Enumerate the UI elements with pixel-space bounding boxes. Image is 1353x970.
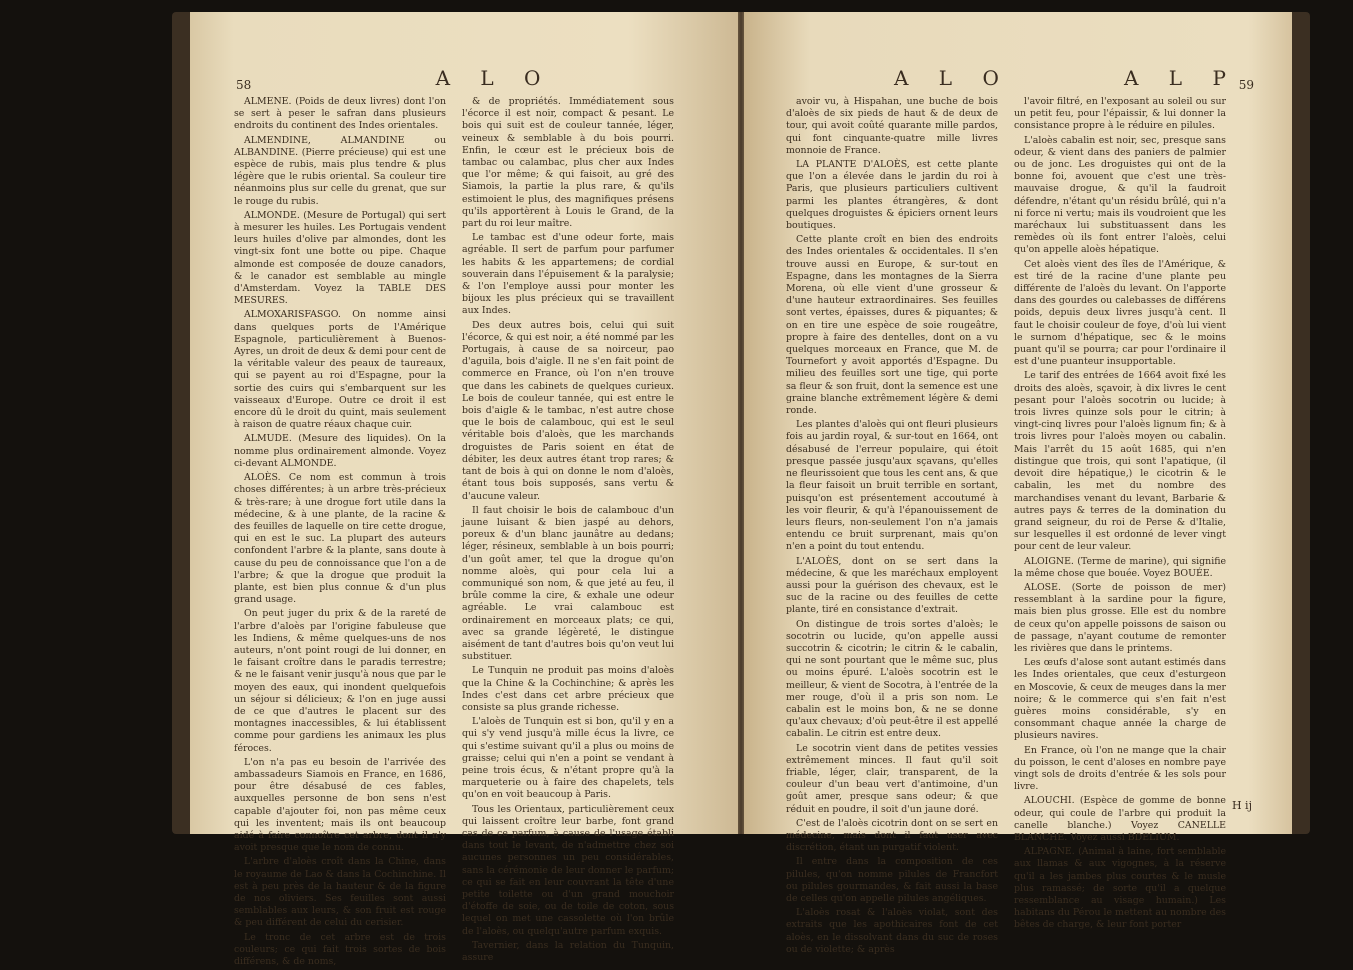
paragraph: On distingue de trois sortes d'aloès; le socotrin ou lucide, qu'on appelle aussi succotrin & cicotrin; le citrin & le cabalin, qui ne sont pourtant que le même suc, plus ou moins épuré. L'aloès socotrin est le meilleur, & vient de Socotra, à l'entrée de la mer rouge, d'où il a pris son nom. Le cabalin est le moins bon, & ne se donne qu'aux chevaux; d'où peut-être il est appellé cabalin. Le citrin est entre deux. (786, 618, 998, 740)
paragraph: Il faut choisir le bois de calambouc d'un jaune luisant & bien jaspé au dehors, poreux & d'un blanc jaunâtre au dedans; léger, résineux, semblable à un bois pourri; d'un goût amer, tel que la drogue qu'on nomme aloès, qui pour cela lui a communiqué son nom, & que jeté au feu, il brûle comme la cire, & exhale une odeur agréable. Le vrai calambouc est ordinairement en morceaux plats; ce qui, avec sa grande légèreté, le distingue aisément de tant d'autres bois qu'on veut lui substituer. (462, 504, 675, 663)
right-column-1 (786, 96, 998, 958)
paragraph: Il entre dans la composition de ces pilules, qu'on nomme pilules de Francfort ou pilules gourmandes, & fait aussi la base de celles qu'on appelle pilules angéliques. (786, 856, 998, 904)
paragraph: Tous les Orientaux, particulièrement ceux qui laissent croître leur barbe, font grand cas de ce parfum, à cause de l'usage établi dans tout le levant, de n'admettre chez soi aucunes personnes un peu considérables, sans la cérémonie de leur donner le parfum; ce qui se fait en leur couvrant la tête d'une petite toilette ou d'un grand mouchoir d'étoffe de soie, ou de toile de coton, sous lequel on met une cassolette où l'on brûle de l'aloès, ou quelqu'autre parfum exquis. (462, 803, 674, 937)
paragraph: L'aloès de Tunquin est si bon, qu'il y en a qui s'y vend jusqu'à mille écus la livre, ce qui s'estime suivant qu'il a plus ou moins de graisse; celui qui n'en a point se vendant à peine trois écus, & n'étant propre qu'à la marqueterie ou à faire des chapelets, tels qu'on en voit beaucoup à Paris. (462, 716, 674, 801)
paragraph: L'on n'a pas eu besoin de l'arrivée des ambassadeurs Siamois en France, en 1686, pour être désabusé de ces fables, auxquelles personne de bon sens n'est capable d'ajouter foi, non pas même ceux qui les inventent; mais ils ont beaucoup aidé à faire connoître cet arbre, dont il n'y avoit presque que le nom de connu. (234, 756, 446, 854)
page-number-left: 58 (236, 78, 252, 92)
running-head-left: A L O (435, 66, 553, 90)
paragraph: En France, où l'on ne mange que la chair du poisson, le cent d'aloses en nombre paye vingt sols de droits d'entrée & les sols pour livre. (1014, 744, 1226, 793)
paragraph: L'aloès cabalin est noir, sec, presque sans odeur, & vient dans des paniers de palmier ou de jonc. Les droguistes qui ont de la bonne foi, avouent que c'est une très-mauvaise drogue, & qu'il la faudroit défendre, n'étant qu'un résidu brûlé, qui n'a ni force ni vertu; mais ils voudroient que les maréchaux lui substituassent dans les remèdes où ils font entrer l'aloès, celui qu'on appelle aloès hépatique. (1014, 134, 1226, 256)
book-spread (172, 12, 1310, 968)
paragraph: ALOSE. (Sorte de poisson de mer) ressemblant à la sardine pour la figure, mais bien plus grosse. Elle est du nombre de ceux qu'on appelle poissons de saison ou de passage, n'ayant coutume de remonter les rivières que dans le printems. (1014, 581, 1226, 654)
paragraph: Le tronc de cet arbre est de trois couleurs; ce qui fait trois sortes de bois différens, & de noms, (234, 931, 446, 968)
paragraph: ALMONDE. (Mesure de Portugal) qui sert à mesurer les huiles. Les Portugais vendent leurs huiles d'olive par almondes, dont les vingt-six font une botte ou pipe. Chaque almonde est composée de douze canadors, & le canador est semblable au mingle d'Amsterdam. Voyez la TABLE DES MESURES. (234, 209, 446, 307)
running-heads-right (744, 66, 1292, 92)
left-column-1 (234, 96, 446, 970)
paragraph: Les œufs d'alose sont autant estimés dans les Indes orientales, que ceux d'esturgeon en Moscovie, & ceux de meuges dans la mer noire; & le commerce qui s'en fait n'est guères moins considérable, s'y en consommant chaque année la charge de plusieurs navires. (1014, 657, 1226, 742)
paragraph: Cet aloès vient des îles de l'Amérique, & est tiré de la racine d'une plante peu différente de l'aloès du levant. On l'apporte dans des gourdes ou calebasses de différens poids, depuis deux livres jusqu'à cent. Il faut le choisir couleur de foye, d'où lui vient le surnom d'hépatique, sec & le moins puant qu'il se pourra; car pour l'ordinaire il est d'une puanteur insupportable. (1014, 258, 1226, 368)
right-page (744, 12, 1292, 955)
paragraph: Les plantes d'aloès qui ont fleuri plusieurs fois au jardin royal, & sur-tout en 1664, ont désabusé de l'erreur populaire, qui étoit presque passée jusqu'aux sçavans, qu'elles ne fleurissoient que tous les cent ans, & que la fleur faisoit un bruit terrible en sortant, puisqu'on est présentement accoutumé à les voir fleurir, & qu'à l'épanouissement de leurs fleurs, non-seulement l'on n'a jamais entendu ce bruit surprenant, mais qu'on n'en a point du tout entendu. (786, 419, 998, 553)
paragraph: Le socotrin vient dans de petites vessies extrêmement minces. Il faut qu'il soit friable, léger, clair, transparent, de la couleur d'un beau vert d'antimoine, d'un goût amer, presque sans odeur; & que réduit en poudre, il soit d'un jaune doré. (786, 742, 998, 815)
running-head-alo: A L O (894, 66, 1011, 90)
paragraph: l'avoir filtré, en l'exposant au soleil ou sur un petit feu, pour l'épaissir, & lui donner la consistance propre à le réduire en pilules. (1014, 96, 1226, 132)
page-number-right: 59 (1238, 78, 1254, 92)
paragraph: Tavernier, dans la relation du Tunquin, assure (462, 939, 674, 964)
paragraph: ALPAGNE. (Animal à laine, fort semblable aux llamas & aux vigognes, à la réserve qu'il a les jambes plus courtes & le musle plus ramassé; de sorte qu'il a quelque ressemblance au visage humain.) Les habitans du Pérou le mettent au nombre des bêtes de charge, & leur font porter (1014, 846, 1226, 931)
paragraph: C'est de l'aloès cicotrin dont on se sert en médecine, mais dont il faut user avec discrétion, étant un purgatif violent. (786, 817, 998, 854)
paragraph: LA PLANTE D'ALOÈS, est cette plante que l'on a élevée dans le jardin du roi à Paris, que plusieurs particuliers cultivent parmi les plantes étrangères, & dont quelques droguistes & épiciers ornent leurs boutiques. (786, 159, 998, 232)
paragraph: ALMUDE. (Mesure des liquides). On la nomme plus ordinairement almonde. Voyez ci-devant ALMONDE. (234, 433, 446, 469)
paragraph: L'arbre d'aloès croît dans la Chine, dans le royaume de Lao & dans la Cochinchine. Il est à peu près de la hauteur & de la figure de nos oliviers. Ses feuilles sont aussi semblables aux leurs, & son fruit est rouge & peu différent de celui du cerisier. (234, 856, 446, 929)
left-page (190, 12, 738, 968)
right-column-2 (1014, 96, 1226, 934)
paragraph: ALMENE. (Poids de deux livres) dont l'on se sert à peser le safran dans plusieurs endroits du continent des Indes orientales. (234, 96, 446, 132)
paragraph: & de propriétés. Immédiatement sous l'écorce il est noir, compact & pesant. Le bois qui suit est de couleur tannée, léger, veineux & semblable à du bois pourri. Enfin, le cœur est le précieux bois de tambac ou calambac, plus cher aux Indes que l'or même; & qui faisoit, au gré des Siamois, la partie la plus rare, & qu'ils estimoient le plus, des magnifiques présens qu'ils apportèrent à Louis le Grand, de la part du roi leur maître. (462, 96, 674, 230)
running-head-alp: A L P (1124, 66, 1238, 90)
paragraph: Le tarif des entrées de 1664 avoit fixé les droits des aloès, sçavoir, à dix livres le cent pesant pour l'aloès socotrin ou lucide; à trois livres quinze sols pour le citrin; à vingt-cinq livres pour l'aloès lignum fin; & à trois livres pour l'aloès moyen ou cabalin. Mais l'arrêt du 15 août 1685, qui n'en distingue que trois, qui sont l'apatique, (il devoit dire hépatique,) le cicotrin & le cabalin, les met du nombre des marchandises venant du levant, Barbarie & autres pays & terres de la domination du grand seigneur, du roi de Perse & d'Italie, sur lesquelles il est ordonné de lever vingt pour cent de leur valeur. (1014, 370, 1226, 553)
paragraph: ALOÈS. Ce nom est commun à trois choses différentes; à un arbre très-précieux & très-rare; à une drogue fort utile dans la médecine, & à une plante, de la racine & des feuilles de laquelle on tire cette drogue, qui en est le suc. La plupart des auteurs confondent l'arbre & la plante, sans doute à cause du peu de connoissance que l'on a de l'arbre; & que la drogue que produit la plante, est bien plus connue & d'un plus grand usage. (234, 472, 446, 606)
paragraph: L'aloès rosat & l'aloès violat, sont des extraits que les apothicaires font de cet aloès, en le dissolvant dans du suc de roses ou de violette; & après (786, 907, 998, 955)
paragraph: Le tambac est d'une odeur forte, mais agréable. Il sert de parfum pour parfumer les habits & les appartemens; de cordial souverain dans l'épuisement & la paralysie; & l'on l'employe aussi pour monter les bijoux les plus précieux qui se travaillent aux Indes. (462, 232, 674, 317)
paragraph: ALMOXARISFASGO. On nomme ainsi dans quelques ports de l'Amérique Espagnole, particulièrement à Buenos-Ayres, un droit de deux & demi pour cent de la véritable valeur des peaux de taureaux, qui se payent au roi d'Espagne, pour la sortie des cuirs qui s'embarquent sur les vaisseaux d'Europe. Outre ce droit il est encore dû le droit du quint, mais seulement à raison de quatre réaux chaque cuir. (234, 309, 446, 431)
paragraph: ALOUCHI. (Espèce de gomme de bonne odeur, qui coule de l'arbre qui produit la canelle blanche.) Voyez CANELLE BLANCHE. Voyez aussi BDELIUM. (1014, 795, 1226, 843)
signature-mark: H ij (1231, 799, 1252, 812)
paragraph: ALOIGNE. (Terme de marine), qui signifie la même chose que bouée. Voyez BOUÉE. (1014, 555, 1226, 579)
paragraph: On peut juger du prix & de la rareté de l'arbre d'aloès par l'origine fabuleuse que les Indiens, & même quelques-uns de nos auteurs, n'ont point rougi de lui donner, en le faisant croître dans le paradis terrestre; & ne le faisant venir jusqu'à nous que par le moyen des eaux, qui inondent quelquefois un séjour si délicieux; & l'on en juge aussi de ce que d'autres le placent sur des montagnes inaccessibles, & lui établissent comme pour gardiens les animaux les plus féroces. (234, 608, 446, 754)
paragraph: Des deux autres bois, celui qui suit l'écorce, & qui est noir, a été nommé par les Portugais, à cause de sa noirceur, pao d'aguila, bois d'aigle. Il ne s'en fait point de commerce en France, où l'on n'en trouve que dans les cabinets de quelques curieux. Le bois de couleur tannée, qui est entre le bois d'aigle & le tambac, n'est autre chose que le bois de calambouc, qui est le seul véritable bois d'aloès, que les marchands droguistes de Paris soient en état de débiter, les deux autres étant trop rares; & tant de bois à qui on donne le nom d'aloès, étant tous bois supposés, sans vertu & d'aucune valeur. (462, 319, 674, 502)
paragraph: avoir vu, à Hispahan, une buche de bois d'aloès de six pieds de haut & de deux de tour, qui avoit coûté quarante mille pardos, qui font cinquante-quatre mille livres monnoie de France. (786, 96, 998, 156)
left-column-2 (462, 96, 674, 966)
paragraph: ALMENDINE, ALMANDINE ou ALBANDINE. (Pierre précieuse) qui est une espèce de rubis, mais plus tendre & plus légère que le rubis oriental. Sa couleur tire néanmoins plus sur celle du grenat, que sur le rouge du rubis. (234, 134, 446, 207)
paragraph: Le Tunquin ne produit pas moins d'aloès que la Chine & la Cochinchine; & après les Indes c'est dans cet arbre précieux que consiste sa plus grande richesse. (462, 665, 674, 713)
paragraph: L'ALOÈS, dont on se sert dans la médecine, & que les maréchaux employent aussi pour la guérison des chevaux, est le suc de la racine ou des feuilles de cette plante, tiré en consistance d'extrait. (786, 555, 998, 616)
paragraph: Cette plante croît en bien des endroits des Indes orientales & occidentales. Il s'en trouve aussi en Europe, & sur-tout en Espagne, dans les montagnes de la Sierra Morena, où elle vient d'une grosseur & d'une hauteur extraordinaires. Ses feuilles sont vertes, épaisses, dures & piquantes; & on en tire une espèce de soie rougeâtre, propre à faire des dentelles, dont on a vu quelques morceaux en France, que M. de Tournefort y avoit apportés d'Espagne. Du milieu des feuilles sort une tige, qui porte sa fleur & son fruit, dont la semence est une graine blanche extrêmement légère & demi ronde. (786, 234, 998, 417)
